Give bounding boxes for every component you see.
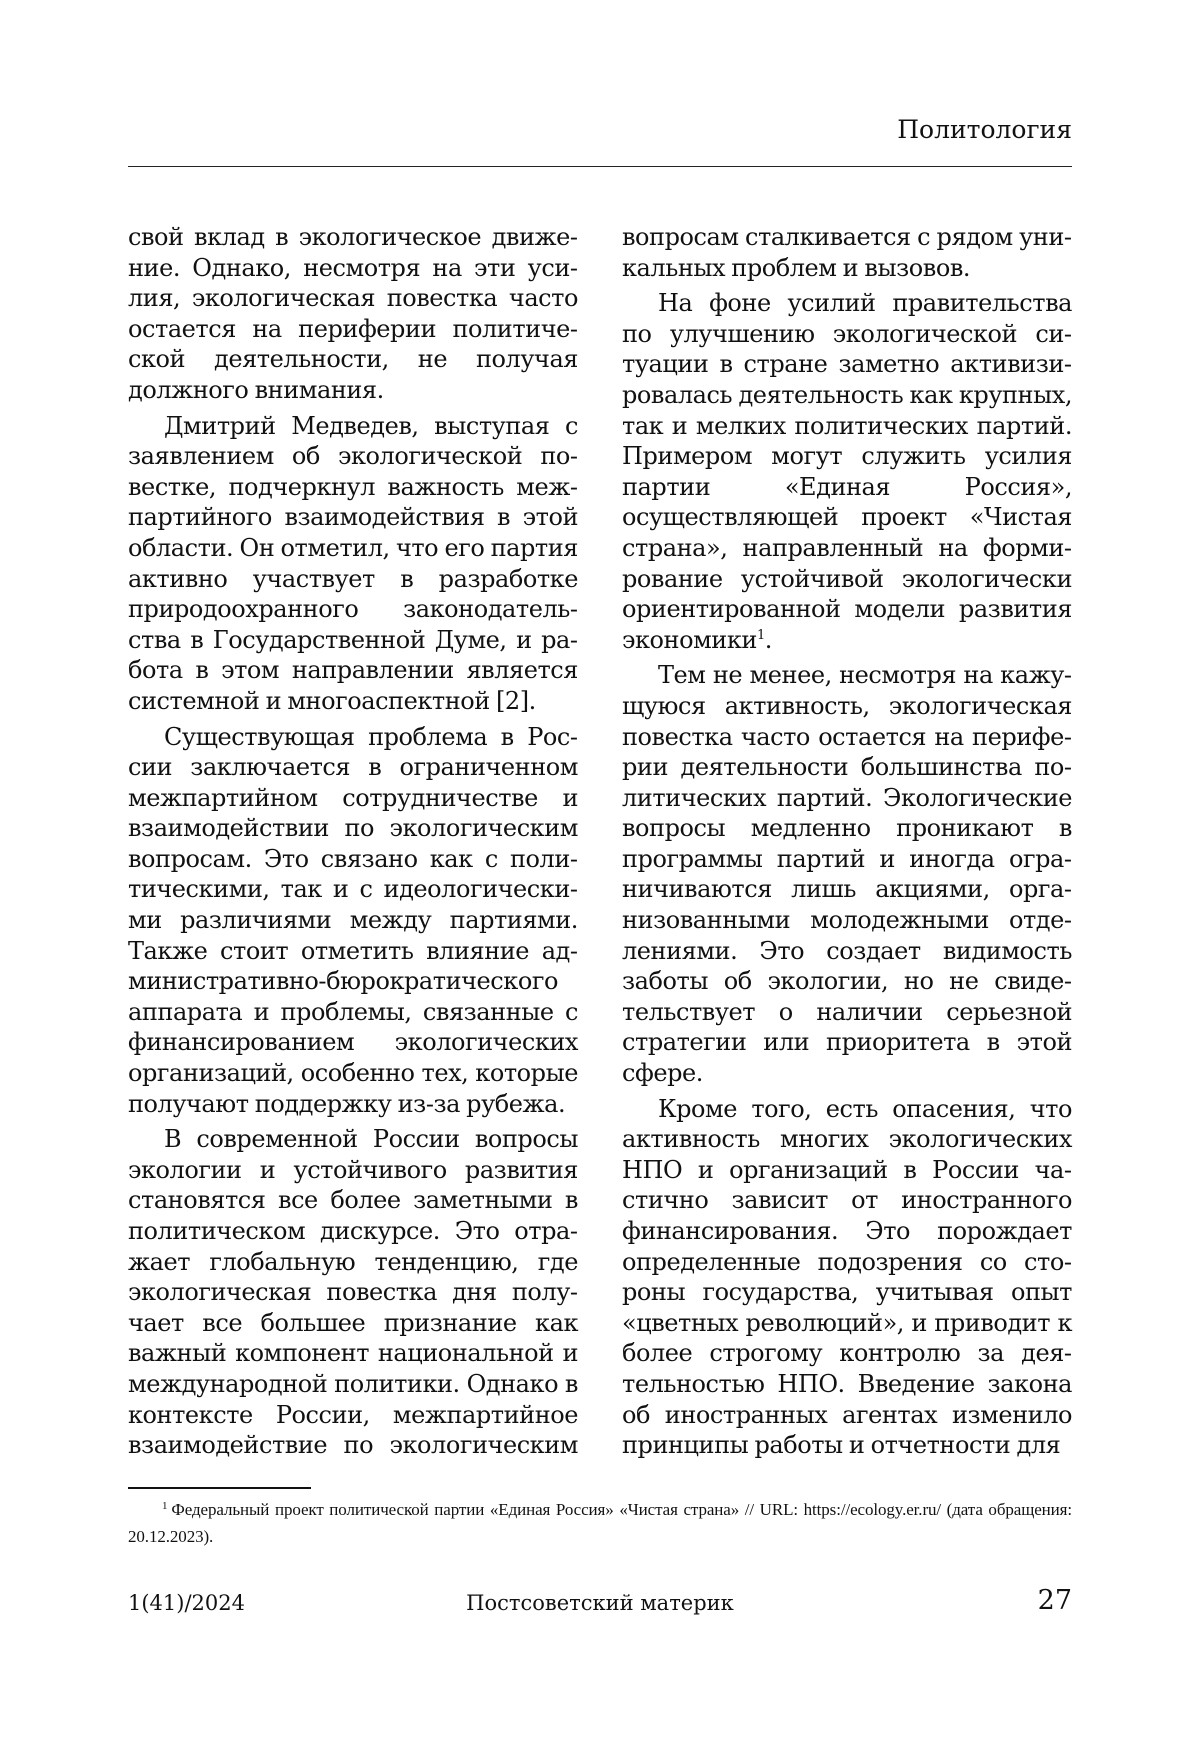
paragraph: Кроме того, есть опасения, что активность многих экологических НПО и организаций в России частично зависит от иностранного финансирования. Это порождает определенные подозрения со стороны государства, учитывая опыт «цветных революций», и приводит к более строгому контролю за деятельностью НПО. Введение закона об иностранных агентах изменило принципы работы и отчетности для — [622, 1094, 1072, 1460]
header-rule — [128, 166, 1072, 167]
footnote-text: Федеральный проект политической партии «Единая Россия» «Чистая страна» // URL: https://ecology.er.ru/ (дата обращения: 20.12.2023). — [128, 1500, 1072, 1546]
paragraph: В современной России вопросы экологии и устойчивого развития становятся все более заметными в политическом дискурсе. Это отражает глобальную тенденцию, где экологическая повестка дня получает все большее признание как важный компонент национальной и международной политики. Однако в контексте России, межпартийное взаимодействие по экологическим вопросам сталкивается с рядом уникальных проблем и вызовов. — [128, 223, 1072, 1460]
paragraph-text: На фоне усилий правительства по улучшению экологической ситуации в стране заметно активизировалась деятельность как крупных, так и мелких политических партий. Примером могут служить усилия партии «Единая Россия», осуществляющей проект «Чистая страна», направленный на формирование устойчивой экологически ориентированной модели развития экономики — [622, 289, 1072, 654]
page-footer — [128, 1585, 1072, 1625]
footnote-number: 1 — [162, 1500, 168, 1512]
paragraph: Дмитрий Медведев, выступая с заявлением об экологической повестке, подчеркнул важность межпартийного взаимодействия в этой области. Он отметил, что его партия активно участвует в разработке природоохранного законодательства в Государственной Думе, и работа в этом направлении является системной и многоаспектной [2]. — [128, 411, 578, 715]
footnote — [128, 1496, 1072, 1550]
section-title: Политология — [897, 115, 1072, 144]
issue-number: 1(41)/2024 — [128, 1591, 245, 1615]
article-body — [128, 222, 1072, 1462]
paragraph: свой вклад в экологическое движение. Однако, несмотря на эти усилия, экологическая повестка часто остается на периферии политической деятельности, не получая должного внимания. — [128, 223, 578, 404]
page-number: 27 — [1037, 1585, 1072, 1616]
footnote-rule — [128, 1487, 311, 1489]
paragraph: Существующая проблема в России заключается в ограниченном межпартийном сотрудничестве и взаимодействии по экологическим вопросам. Это связано как с политическими, так и с идеологическими различиями между партиями. Также стоит отметить влияние административно-бюрократического аппарата и проблемы, связанные с финансированием экологических организаций, особенно тех, которые получают поддержку из-за рубежа. — [128, 722, 578, 1118]
footnote-reference[interactable]: 1 — [756, 627, 765, 643]
paragraph: На фоне усилий правительства по улучшению экологической ситуации в стране заметно активизировалась деятельность как крупных, так и мелких политических партий. Примером могут служить усилия партии «Единая Россия», осуществляющей проект «Чистая страна», направленный на формирование устойчивой экологически ориентированной модели развития экономики$^1$. — [622, 289, 1072, 654]
journal-name: Постсоветский материк — [466, 1591, 734, 1615]
paragraph: Тем не менее, несмотря на кажущуюся активность, экологическая повестка часто остается на периферии деятельности большинства политических партий. Экологические вопросы медленно проникают в программы партий и иногда ограничиваются лишь акциями, организованными молодежными отделениями. Это создает видимость заботы об экологии, но не свидетельствует о наличии серьезной стратегии или приоритета в этой сфере. — [622, 661, 1072, 1088]
